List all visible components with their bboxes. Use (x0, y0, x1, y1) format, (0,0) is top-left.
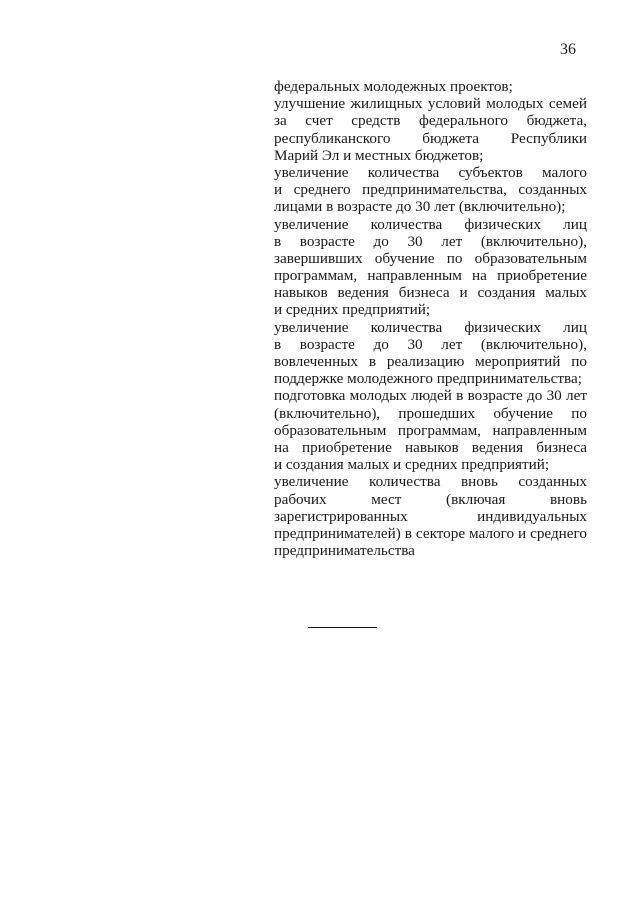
text-line: вовлеченных в реализацию мероприятий по (274, 353, 587, 370)
body-text (274, 78, 587, 559)
text-line: образовательным программам, направленным (274, 421, 587, 439)
text-line: рабочих мест (включая вновь (274, 490, 587, 508)
text-line: федеральных молодежных проектов; (274, 78, 513, 95)
page-number: 36 (560, 41, 576, 58)
text-line: увеличение количества субъектов малого (274, 163, 587, 181)
text-line: на приобретение навыков ведения бизнеса (274, 438, 587, 456)
text-line: в возрасте до 30 лет (включительно), (274, 335, 587, 353)
text-line: и среднего предпринимательства, созданных (274, 181, 587, 199)
closing-rule (308, 627, 377, 628)
text-line: в возрасте до 30 лет (включительно), (274, 232, 587, 250)
text-line: программам, направленным на приобретение (274, 267, 587, 285)
text-line: лицами в возрасте до 30 лет (включительно); (274, 198, 566, 216)
text-line: за счет средств федерального бюджета, (274, 112, 587, 130)
text-line: завершивших обучение по образовательным (274, 249, 587, 267)
text-line: увеличение количества физических лиц (274, 215, 587, 233)
text-line: (включительно), прошедших обучение по (274, 404, 587, 422)
text-line: улучшение жилищных условий молодых семей (274, 95, 587, 113)
text-line: и создания малых и средних предприятий; (274, 456, 550, 474)
text-line: предпринимательства (274, 542, 415, 560)
text-line: предпринимателей) в секторе малого и среднего (274, 524, 587, 542)
text-line: навыков ведения бизнеса и создания малых (274, 284, 587, 302)
text-line: зарегистрированных индивидуальных (274, 507, 587, 525)
text-line: и средних предприятий; (274, 301, 431, 319)
text-line: увеличение количества физических лиц (274, 318, 587, 336)
text-line: республиканского бюджета Республики (274, 129, 587, 147)
text-line: поддержке молодежного предпринимательства; (274, 370, 582, 388)
text-line: увеличение количества вновь созданных (274, 473, 587, 491)
text-line: подготовка молодых людей в возрасте до 30 лет (274, 387, 587, 405)
text-line: Марий Эл и местных бюджетов; (274, 146, 484, 164)
